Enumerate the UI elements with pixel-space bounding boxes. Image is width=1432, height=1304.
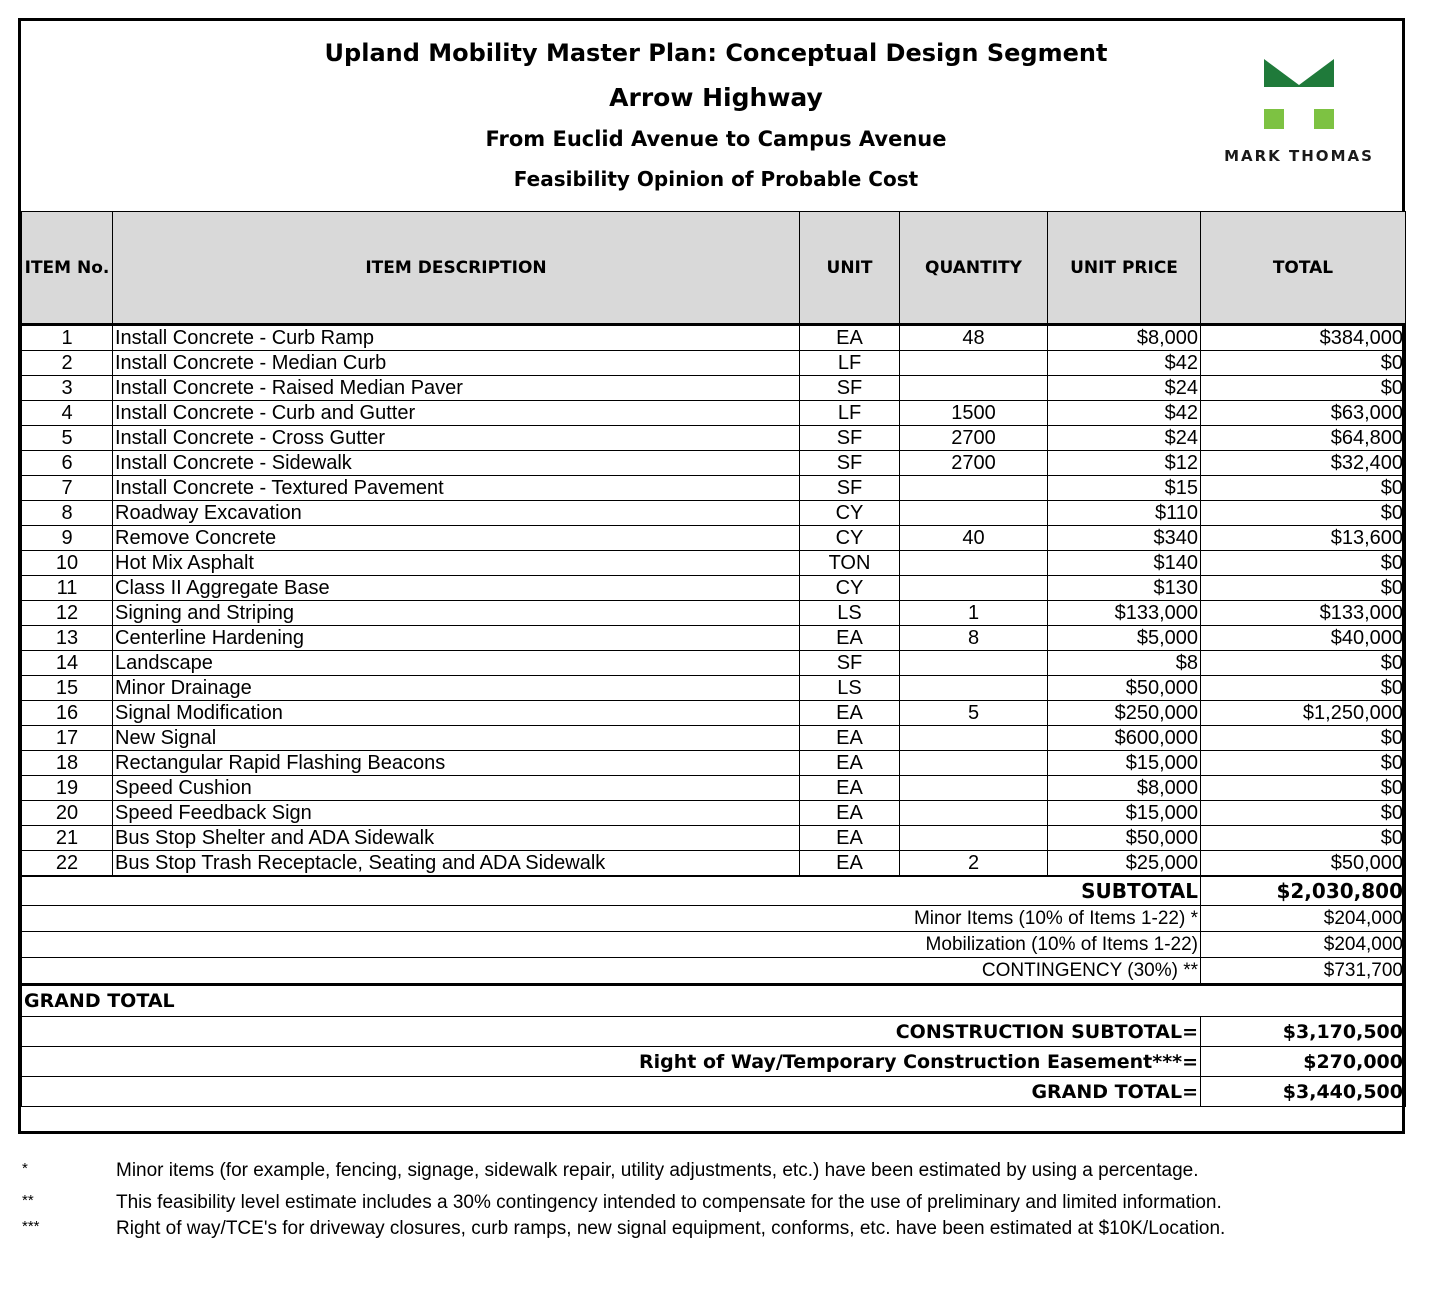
unit-cell: TON bbox=[800, 551, 900, 576]
grand-total-value: $3,440,500 bbox=[1201, 1077, 1406, 1107]
item-no-cell: 14 bbox=[22, 651, 113, 676]
grand-total-row bbox=[22, 1077, 1406, 1107]
segment-limits: From Euclid Avenue to Campus Avenue bbox=[485, 127, 947, 151]
table-row bbox=[22, 851, 1406, 877]
table-header-row bbox=[22, 212, 1406, 325]
item-description-cell: Install Concrete - Cross Gutter bbox=[113, 426, 800, 451]
item-no-cell: 13 bbox=[22, 626, 113, 651]
construction-subtotal-row bbox=[22, 1017, 1406, 1047]
table-row bbox=[22, 551, 1406, 576]
item-description-cell: Speed Feedback Sign bbox=[113, 801, 800, 826]
table-row bbox=[22, 325, 1406, 351]
item-description-cell: Install Concrete - Median Curb bbox=[113, 351, 800, 376]
table-row bbox=[22, 526, 1406, 551]
page-subtitle: Feasibility Opinion of Probable Cost bbox=[513, 167, 919, 191]
contingency-value: $731,700 bbox=[1201, 958, 1406, 985]
footnote-mark: ** bbox=[22, 1192, 34, 1209]
table-row bbox=[22, 376, 1406, 401]
item-description-cell: Install Concrete - Raised Median Paver bbox=[113, 376, 800, 401]
construction-subtotal-value: $3,170,500 bbox=[1201, 1017, 1406, 1047]
table-row bbox=[22, 601, 1406, 626]
quantity-cell bbox=[900, 501, 1048, 526]
mobilization-row bbox=[22, 932, 1406, 958]
col-item-description: ITEM DESCRIPTION bbox=[113, 212, 800, 325]
total-cell: $63,000 bbox=[1201, 401, 1406, 426]
grand-total-heading: GRAND TOTAL bbox=[22, 985, 1406, 1017]
total-cell: $64,800 bbox=[1201, 426, 1406, 451]
quantity-cell: 48 bbox=[900, 325, 1048, 351]
table-row bbox=[22, 401, 1406, 426]
item-no-cell: 16 bbox=[22, 701, 113, 726]
item-description-cell: Install Concrete - Curb Ramp bbox=[113, 325, 800, 351]
item-no-cell: 22 bbox=[22, 851, 113, 877]
col-quantity: QUANTITY bbox=[900, 212, 1048, 325]
unit-price-cell: $8,000 bbox=[1048, 325, 1201, 351]
item-description-cell: Signal Modification bbox=[113, 701, 800, 726]
footnote-text: This feasibility level estimate includes a 30% contingency intended to compensate for the use of preliminary and limited information. bbox=[116, 1192, 1222, 1213]
item-no-cell: 3 bbox=[22, 376, 113, 401]
footnote-mark: *** bbox=[22, 1218, 40, 1235]
table-row bbox=[22, 801, 1406, 826]
unit-price-cell: $12 bbox=[1048, 451, 1201, 476]
quantity-cell: 2700 bbox=[900, 426, 1048, 451]
quantity-cell: 5 bbox=[900, 701, 1048, 726]
item-description-cell: Landscape bbox=[113, 651, 800, 676]
item-description-cell: Speed Cushion bbox=[113, 776, 800, 801]
minor-items-label: Minor Items (10% of Items 1-22) * bbox=[22, 906, 1201, 932]
grand-total-label: GRAND TOTAL= bbox=[22, 1077, 1201, 1107]
unit-cell: SF bbox=[800, 476, 900, 501]
unit-cell: CY bbox=[800, 576, 900, 601]
col-total: TOTAL bbox=[1201, 212, 1406, 325]
table-row bbox=[22, 776, 1406, 801]
unit-cell: SF bbox=[800, 651, 900, 676]
table-row bbox=[22, 726, 1406, 751]
total-cell: $0 bbox=[1201, 801, 1406, 826]
logo-wordmark: MARK THOMAS bbox=[1224, 147, 1374, 165]
unit-price-cell: $8 bbox=[1048, 651, 1201, 676]
table-row bbox=[22, 701, 1406, 726]
mobilization-label: Mobilization (10% of Items 1-22) bbox=[22, 932, 1201, 958]
total-cell: $0 bbox=[1201, 501, 1406, 526]
quantity-cell: 1500 bbox=[900, 401, 1048, 426]
unit-cell: EA bbox=[800, 851, 900, 877]
quantity-cell bbox=[900, 476, 1048, 501]
col-unit-price: UNIT PRICE bbox=[1048, 212, 1201, 325]
total-cell: $13,600 bbox=[1201, 526, 1406, 551]
item-description-cell: Install Concrete - Sidewalk bbox=[113, 451, 800, 476]
subtotal-value: $2,030,800 bbox=[1201, 876, 1406, 906]
total-cell: $0 bbox=[1201, 726, 1406, 751]
item-description-cell: Rectangular Rapid Flashing Beacons bbox=[113, 751, 800, 776]
item-description-cell: Centerline Hardening bbox=[113, 626, 800, 651]
table-row bbox=[22, 451, 1406, 476]
unit-cell: EA bbox=[800, 826, 900, 851]
unit-price-cell: $5,000 bbox=[1048, 626, 1201, 651]
unit-price-cell: $15,000 bbox=[1048, 751, 1201, 776]
table-row bbox=[22, 751, 1406, 776]
total-cell: $0 bbox=[1201, 826, 1406, 851]
item-description-cell: Roadway Excavation bbox=[113, 501, 800, 526]
sheet-header bbox=[21, 21, 1402, 214]
right-of-way-row bbox=[22, 1047, 1406, 1077]
unit-price-cell: $50,000 bbox=[1048, 676, 1201, 701]
total-cell: $40,000 bbox=[1201, 626, 1406, 651]
unit-cell: EA bbox=[800, 701, 900, 726]
unit-price-cell: $130 bbox=[1048, 576, 1201, 601]
cost-estimate-sheet bbox=[18, 18, 1405, 1134]
quantity-cell bbox=[900, 726, 1048, 751]
item-no-cell: 10 bbox=[22, 551, 113, 576]
unit-cell: EA bbox=[800, 726, 900, 751]
table-row bbox=[22, 626, 1406, 651]
table-row bbox=[22, 676, 1406, 701]
item-no-cell: 17 bbox=[22, 726, 113, 751]
subtotal-row bbox=[22, 876, 1406, 906]
total-cell: $0 bbox=[1201, 376, 1406, 401]
item-rows bbox=[22, 325, 1406, 877]
item-no-cell: 6 bbox=[22, 451, 113, 476]
unit-cell: SF bbox=[800, 451, 900, 476]
unit-cell: CY bbox=[800, 526, 900, 551]
item-no-cell: 20 bbox=[22, 801, 113, 826]
unit-price-cell: $15,000 bbox=[1048, 801, 1201, 826]
unit-price-cell: $250,000 bbox=[1048, 701, 1201, 726]
table-row bbox=[22, 351, 1406, 376]
quantity-cell bbox=[900, 351, 1048, 376]
table-row bbox=[22, 476, 1406, 501]
item-no-cell: 19 bbox=[22, 776, 113, 801]
total-cell: $0 bbox=[1201, 351, 1406, 376]
item-description-cell: Class II Aggregate Base bbox=[113, 576, 800, 601]
item-no-cell: 11 bbox=[22, 576, 113, 601]
unit-price-cell: $140 bbox=[1048, 551, 1201, 576]
total-cell: $0 bbox=[1201, 776, 1406, 801]
quantity-cell bbox=[900, 576, 1048, 601]
unit-cell: SF bbox=[800, 426, 900, 451]
street-name: Arrow Highway bbox=[609, 83, 823, 112]
unit-price-cell: $24 bbox=[1048, 426, 1201, 451]
unit-price-cell: $42 bbox=[1048, 401, 1201, 426]
footnote-mark: * bbox=[22, 1160, 28, 1177]
minor-items-row bbox=[22, 906, 1406, 932]
unit-cell: LF bbox=[800, 401, 900, 426]
cost-table bbox=[21, 211, 1406, 1107]
quantity-cell bbox=[900, 551, 1048, 576]
unit-cell: EA bbox=[800, 325, 900, 351]
col-item-no: ITEM No. bbox=[22, 212, 113, 325]
quantity-cell bbox=[900, 651, 1048, 676]
quantity-cell: 2 bbox=[900, 851, 1048, 877]
footnote-text: Minor items (for example, fencing, signage, sidewalk repair, utility adjustments, etc.) have been estimated by using a percentage. bbox=[116, 1160, 1199, 1181]
total-cell: $32,400 bbox=[1201, 451, 1406, 476]
unit-cell: EA bbox=[800, 626, 900, 651]
unit-cell: LF bbox=[800, 351, 900, 376]
total-cell: $0 bbox=[1201, 651, 1406, 676]
unit-price-cell: $25,000 bbox=[1048, 851, 1201, 877]
item-description-cell: Hot Mix Asphalt bbox=[113, 551, 800, 576]
unit-cell: SF bbox=[800, 376, 900, 401]
quantity-cell bbox=[900, 751, 1048, 776]
minor-items-value: $204,000 bbox=[1201, 906, 1406, 932]
unit-price-cell: $50,000 bbox=[1048, 826, 1201, 851]
construction-subtotal-label: CONSTRUCTION SUBTOTAL= bbox=[22, 1017, 1201, 1047]
unit-cell: LS bbox=[800, 601, 900, 626]
unit-cell: CY bbox=[800, 501, 900, 526]
col-unit: UNIT bbox=[800, 212, 900, 325]
mark-thomas-logo bbox=[1209, 59, 1389, 169]
quantity-cell: 1 bbox=[900, 601, 1048, 626]
item-description-cell: Minor Drainage bbox=[113, 676, 800, 701]
quantity-cell bbox=[900, 376, 1048, 401]
total-cell: $384,000 bbox=[1201, 325, 1406, 351]
quantity-cell: 40 bbox=[900, 526, 1048, 551]
item-description-cell: Remove Concrete bbox=[113, 526, 800, 551]
item-no-cell: 5 bbox=[22, 426, 113, 451]
item-no-cell: 7 bbox=[22, 476, 113, 501]
item-no-cell: 2 bbox=[22, 351, 113, 376]
table-row bbox=[22, 426, 1406, 451]
unit-price-cell: $340 bbox=[1048, 526, 1201, 551]
quantity-cell bbox=[900, 776, 1048, 801]
item-description-cell: Signing and Striping bbox=[113, 601, 800, 626]
unit-price-cell: $600,000 bbox=[1048, 726, 1201, 751]
unit-cell: EA bbox=[800, 776, 900, 801]
quantity-cell: 8 bbox=[900, 626, 1048, 651]
quantity-cell: 2700 bbox=[900, 451, 1048, 476]
item-description-cell: Install Concrete - Textured Pavement bbox=[113, 476, 800, 501]
total-cell: $50,000 bbox=[1201, 851, 1406, 877]
item-no-cell: 1 bbox=[22, 325, 113, 351]
footnote-text: Right of way/TCE's for driveway closures, curb ramps, new signal equipment, conforms, etc. have been estimated at $10K/Location. bbox=[116, 1218, 1226, 1239]
item-no-cell: 4 bbox=[22, 401, 113, 426]
total-cell: $0 bbox=[1201, 676, 1406, 701]
total-cell: $0 bbox=[1201, 576, 1406, 601]
unit-price-cell: $42 bbox=[1048, 351, 1201, 376]
unit-price-cell: $24 bbox=[1048, 376, 1201, 401]
right-of-way-label: Right of Way/Temporary Construction Easement***= bbox=[22, 1047, 1201, 1077]
item-no-cell: 8 bbox=[22, 501, 113, 526]
mobilization-value: $204,000 bbox=[1201, 932, 1406, 958]
unit-cell: EA bbox=[800, 751, 900, 776]
item-no-cell: 21 bbox=[22, 826, 113, 851]
subtotal-label: SUBTOTAL bbox=[22, 876, 1201, 906]
unit-price-cell: $110 bbox=[1048, 501, 1201, 526]
item-no-cell: 12 bbox=[22, 601, 113, 626]
contingency-row bbox=[22, 958, 1406, 985]
total-cell: $0 bbox=[1201, 751, 1406, 776]
total-cell: $0 bbox=[1201, 476, 1406, 501]
logo-mark-icon bbox=[1209, 59, 1389, 149]
right-of-way-value: $270,000 bbox=[1201, 1047, 1406, 1077]
table-row bbox=[22, 576, 1406, 601]
unit-price-cell: $133,000 bbox=[1048, 601, 1201, 626]
contingency-label: CONTINGENCY (30%) ** bbox=[22, 958, 1201, 985]
item-description-cell: Install Concrete - Curb and Gutter bbox=[113, 401, 800, 426]
quantity-cell bbox=[900, 676, 1048, 701]
grand-total-heading-row bbox=[22, 985, 1406, 1017]
item-description-cell: New Signal bbox=[113, 726, 800, 751]
unit-cell: LS bbox=[800, 676, 900, 701]
quantity-cell bbox=[900, 801, 1048, 826]
table-row bbox=[22, 501, 1406, 526]
total-cell: $0 bbox=[1201, 551, 1406, 576]
unit-price-cell: $15 bbox=[1048, 476, 1201, 501]
total-cell: $1,250,000 bbox=[1201, 701, 1406, 726]
unit-price-cell: $8,000 bbox=[1048, 776, 1201, 801]
item-description-cell: Bus Stop Trash Receptacle, Seating and ADA Sidewalk bbox=[113, 851, 800, 877]
item-no-cell: 9 bbox=[22, 526, 113, 551]
table-row bbox=[22, 826, 1406, 851]
unit-cell: EA bbox=[800, 801, 900, 826]
item-description-cell: Bus Stop Shelter and ADA Sidewalk bbox=[113, 826, 800, 851]
item-no-cell: 18 bbox=[22, 751, 113, 776]
page-title: Upland Mobility Master Plan: Conceptual Design Segment bbox=[324, 39, 1108, 67]
total-cell: $133,000 bbox=[1201, 601, 1406, 626]
table-row bbox=[22, 651, 1406, 676]
quantity-cell bbox=[900, 826, 1048, 851]
item-no-cell: 15 bbox=[22, 676, 113, 701]
